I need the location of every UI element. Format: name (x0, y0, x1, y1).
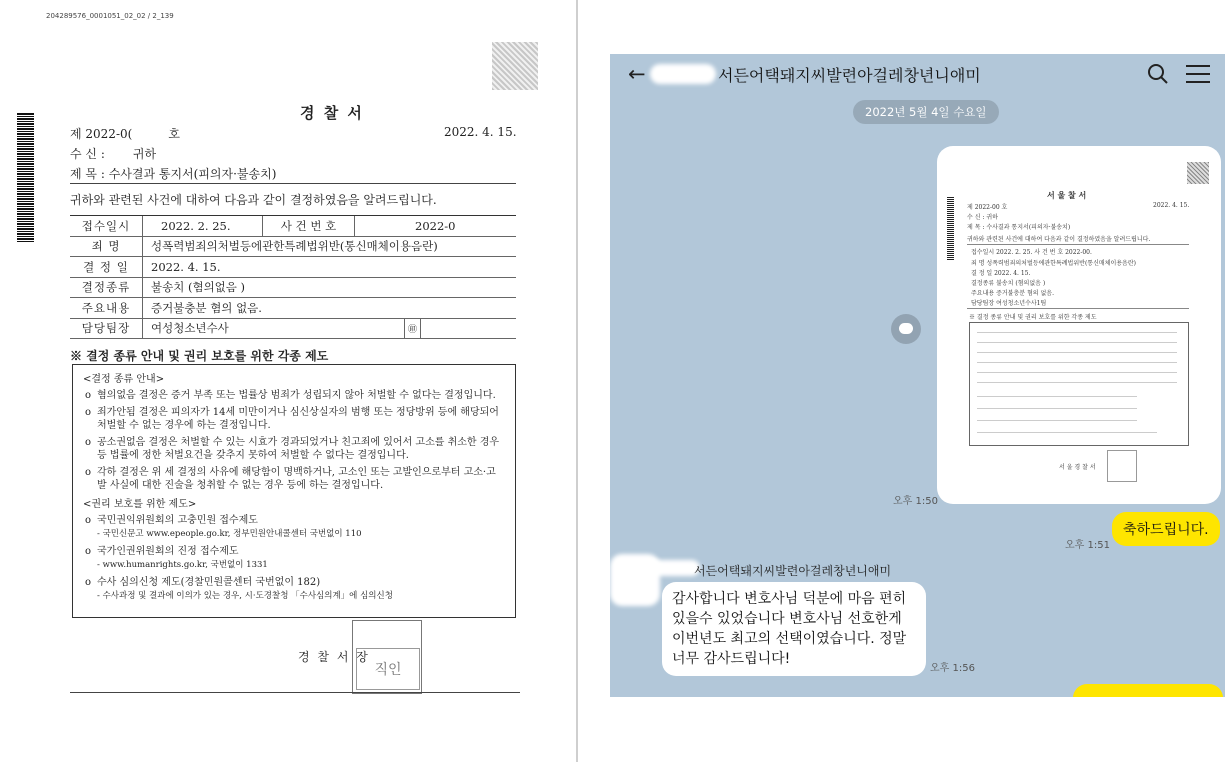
rights-item-detail: - www.humanrights.go.kr, 국번없이 1331 (97, 560, 268, 570)
document-number: 제 2022-0( 호 (70, 127, 180, 141)
guide-item: o 공소권없음 결정은 처벌할 수 있는 시효가 경과되었거나 친고죄에 있어서 고소를 취소한 경우 등 법률에 정한 처벌요건을 갖추지 못하여 처벌할 수 없다는 결정입니다. (83, 436, 505, 462)
document-subject: 제 목 : 수사결과 통지서(피의자·불송치) (70, 167, 277, 181)
my-message-bubble[interactable]: 축하드립니다. (1112, 512, 1220, 546)
barcode-image (17, 112, 34, 242)
document-intro: 귀하와 관련된 사건에 대하여 다음과 같이 결정하였음을 알려드립니다. (70, 193, 437, 207)
chat-header (610, 54, 1225, 92)
divider (70, 692, 520, 693)
document-title: 경 찰 서 (300, 104, 364, 122)
table-row: 결정종류 불송치 (혐의없음 ) (70, 278, 516, 299)
table-row: 접수일시 2022. 2. 25. 사 건 번 호 2022-0 (70, 216, 516, 237)
seal-stamp: 직인 (356, 648, 420, 690)
rights-item-detail: - 수사과정 및 결과에 이의가 있는 경우, 시·도경찰청 「수사심의계」에 심의신청 (97, 591, 393, 601)
rights-item: o 수사 심의신청 제도(경찰민원콜센터 국번없이 182) (83, 576, 505, 589)
document-thumbnail: 서 울 찰 서 제 2022-00 호 2022. 4. 15. 수 신 : 귀하 제 목 : 수사결과 통지서(피의자·불송치) 귀하와 관련된 사건에 대하여 다음과 같이 결정하였음을 알려드립니다. 접수일시 2022. 2. 25. 사 건 번 호 2022-00. 죄 명 성폭력범죄의처벌등에관한특례법위반(통신매체이용음란) 결 정 일 2022. 4. 15. 결정종류 불송치 (혐의없음 ) 주요내용 증거불충분 혐의 없음. 담당팀장 여성청소년수사1팀 ※ 결정 종류 안내 및 권리 보호를 위한 각종 제도 서 울 경 찰 서 (947, 146, 1207, 498)
qr-code-image (1187, 162, 1209, 184)
document-date: 2022. 4. 15. (444, 125, 517, 139)
signature-line: 경 찰 서 장 (298, 650, 370, 664)
share-bubble-icon[interactable] (891, 314, 921, 344)
arrow-left-icon[interactable]: ← (628, 62, 646, 86)
other-message-bubble[interactable]: 감사합니다 변호사님 덕분에 마음 편히 있을수 있었습니다 변호사님 선호한게 이번년도 최고의 선택이였습니다. 정말 너무 감사드립니다! (662, 582, 926, 676)
barcode-image (947, 196, 954, 260)
rights-item-detail: - 국민신문고 www.epeople.go.kr, 정부민원안내콜센터 국번없이 110 (97, 529, 362, 539)
table-row: 주요내용 증거불충분 혐의 없음. (70, 298, 516, 319)
table-row: 결 정 일 2022. 4. 15. (70, 257, 516, 278)
divider (70, 183, 516, 184)
table-row: 담당팀장 여성청소년수사 ㊞ (70, 319, 516, 340)
redaction-blur (640, 560, 700, 576)
case-info-table (70, 215, 516, 339)
chat-screen (610, 54, 1225, 697)
message-time: 오후 1:50 (893, 496, 938, 507)
document-id: 204289576_0001051_02_02 / 2_139 (46, 12, 174, 20)
message-time: 오후 1:56 (930, 663, 975, 674)
search-icon[interactable] (1147, 63, 1169, 85)
redaction-blur (650, 64, 716, 84)
sender-name: 서든어택돼지씨발련아걸레창년니애미 (694, 564, 892, 578)
table-row: 죄 명 성폭력범죄의처벌등에관한특례법위반(통신매체이용음란) (70, 237, 516, 258)
chat-title: 서든어택돼지씨발련아걸레창년니애미 (718, 66, 981, 85)
guide-box (72, 364, 516, 618)
guide-item: o 각하 결정은 위 세 결정의 사유에 해당함이 명백하거나, 고소인 또는 고발인으로부터 고소·고발 사실에 대한 진술을 청취할 수 없는 경우 등에 하는 결정입니다. (83, 466, 505, 492)
section-title: ※ 결정 종류 안내 및 권리 보호를 위한 각종 제도 (70, 349, 329, 363)
image-message[interactable] (937, 146, 1221, 504)
seal-mark: ㊞ (405, 319, 421, 339)
rights-heading: <권리 보호를 위한 제도> (83, 499, 197, 510)
qr-code-image (492, 42, 538, 90)
hamburger-menu-icon[interactable] (1186, 65, 1210, 83)
viewer-divider (576, 0, 578, 762)
message-time: 오후 1:51 (1065, 540, 1110, 551)
guide-heading: <결정 종류 안내> (83, 374, 165, 385)
rights-item: o 국민권익위원회의 고충민원 접수제도 (83, 514, 505, 527)
date-divider: 2022년 5월 4일 수요일 (853, 100, 999, 124)
my-message-bubble-partial[interactable] (1073, 684, 1223, 697)
guide-item: o 혐의없음 결정은 증거 부족 또는 법률상 범죄가 성립되지 않아 처벌할 수 없다는 결정입니다. (83, 389, 505, 402)
police-notice-document (0, 0, 576, 762)
rights-item: o 국가인권위원회의 진정 접수제도 (83, 545, 505, 558)
guide-item: o 죄가안됨 결정은 피의자가 14세 미만이거나 심신상실자의 범행 또는 정당방위 등에 해당되어 처벌할 수 없는 경우에 하는 결정입니다. (83, 406, 505, 432)
document-recipient: 수 신 : 귀하 (70, 147, 157, 161)
